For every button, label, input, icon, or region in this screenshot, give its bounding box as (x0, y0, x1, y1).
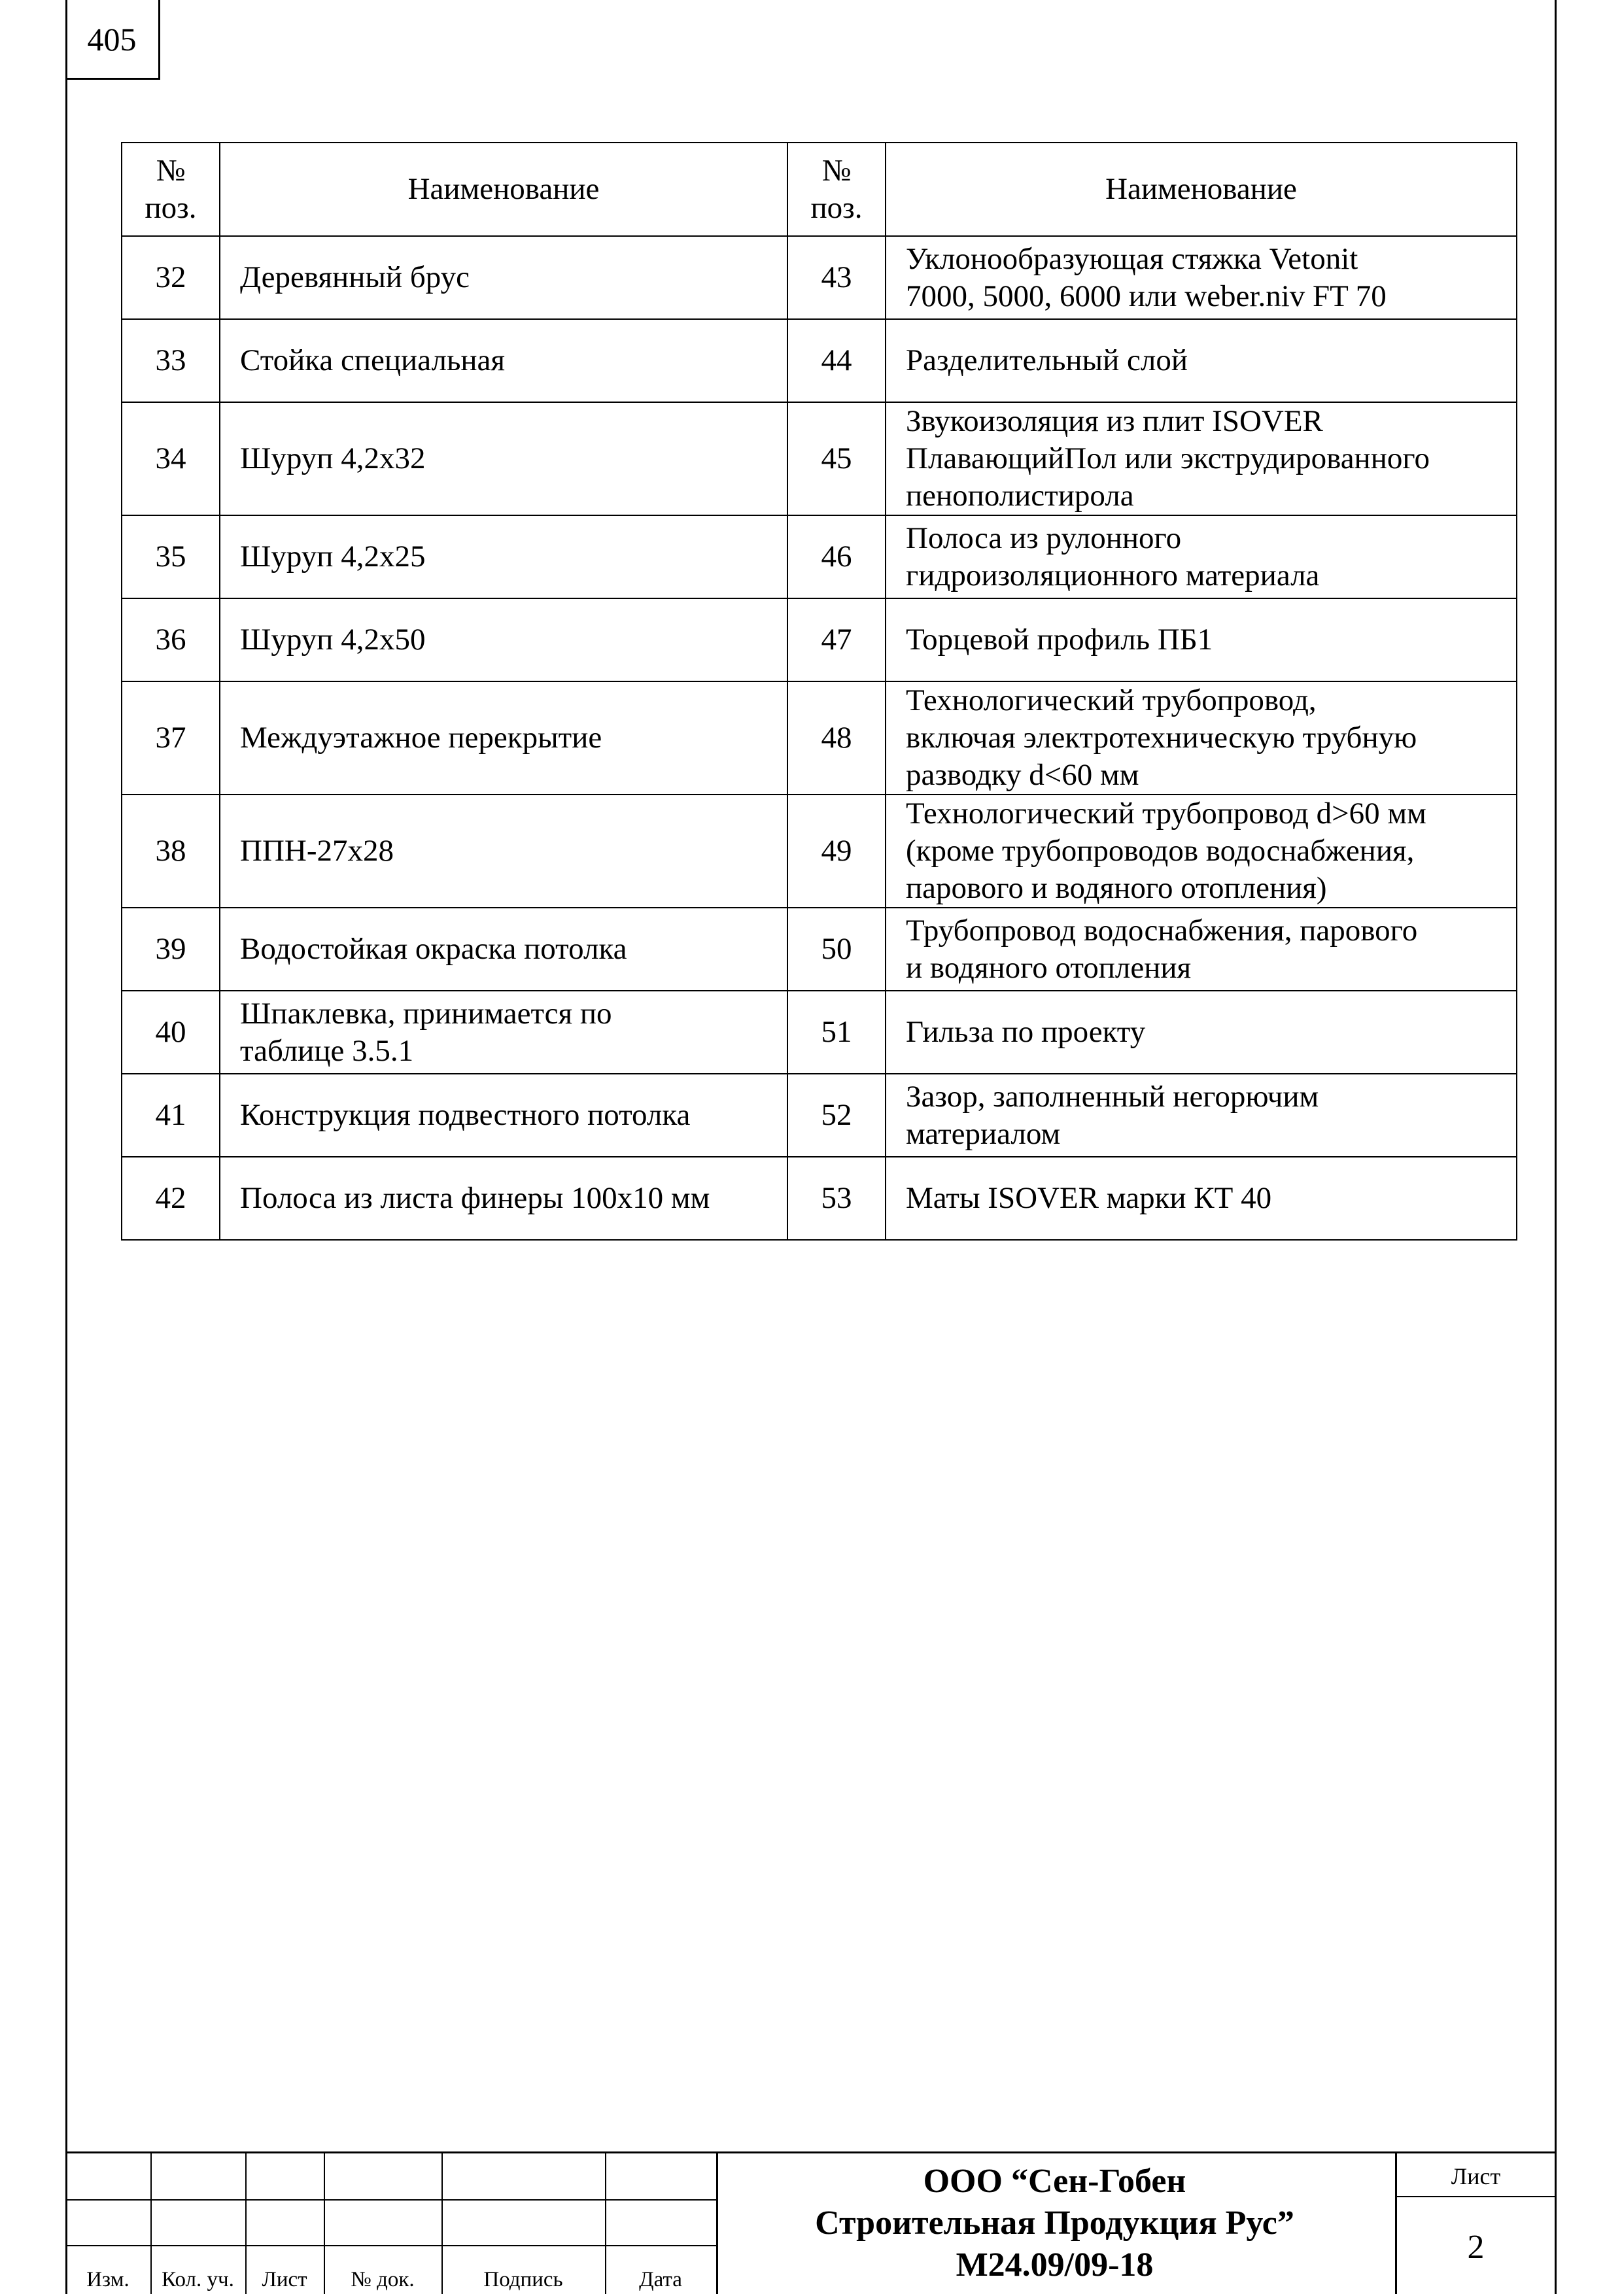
header-pos-right: № поз. (787, 143, 886, 236)
left-position-number: 35 (122, 515, 220, 598)
column-signature: Подпись (483, 2267, 563, 2291)
header-name-right: Наименование (886, 143, 1517, 236)
title-block-row-line (65, 2199, 716, 2201)
right-position-number: 48 (787, 681, 886, 795)
right-position-number: 46 (787, 515, 886, 598)
right-item-name: Трубопровод водоснабжения, парового и водяного отопления (886, 908, 1517, 991)
right-position-number: 53 (787, 1157, 886, 1240)
right-position-number: 50 (787, 908, 886, 991)
company-name-line1: ООО “Сен-Гобен (923, 2163, 1186, 2200)
column-izm: Изм. (86, 2267, 129, 2291)
table-row (122, 795, 1517, 908)
left-position-number: 40 (122, 991, 220, 1074)
right-position-number: 47 (787, 598, 886, 681)
right-position-number: 52 (787, 1074, 886, 1157)
table-row (122, 319, 1517, 402)
right-item-name: Гильза по проекту (886, 991, 1517, 1074)
column-kol-uch: Кол. уч. (162, 2267, 234, 2291)
table-row (122, 1074, 1517, 1157)
left-item-name: Стойка специальная (220, 319, 787, 402)
right-position-number: 51 (787, 991, 886, 1074)
table-header-row (122, 143, 1517, 236)
right-position-number: 49 (787, 795, 886, 908)
left-position-number: 37 (122, 681, 220, 795)
left-item-name: Междуэтажное перекрытие (220, 681, 787, 795)
column-date: Дата (639, 2267, 682, 2291)
right-item-name: Уклонообразующая стяжка Vetonit 7000, 5000, 6000 или weber.niv FT 70 (886, 236, 1517, 319)
document-code: М24.09/09-18 (956, 2246, 1154, 2284)
left-item-name: Водостойкая окраска потолка (220, 908, 787, 991)
left-item-name: Конструкция подвестного потолка (220, 1074, 787, 1157)
right-item-name: Зазор, заполненный негорючим материалом (886, 1074, 1517, 1157)
right-item-name: Полоса из рулонного гидроизоляционного материала (886, 515, 1517, 598)
left-position-number: 34 (122, 402, 220, 515)
header-pos-left: № поз. (122, 143, 220, 236)
left-item-name: Шпаклевка, принимается по таблице 3.5.1 (220, 991, 787, 1074)
left-item-name: ППН-27х28 (220, 795, 787, 908)
table-row (122, 1157, 1517, 1240)
table-row (122, 991, 1517, 1074)
company-title (716, 2155, 1393, 2292)
title-block-row-line (65, 2245, 716, 2246)
left-item-name: Шуруп 4,2х50 (220, 598, 787, 681)
table-row (122, 598, 1517, 681)
left-position-number: 39 (122, 908, 220, 991)
right-item-name: Звукоизоляция из плит ISOVER ПлавающийПол или экструдированного пенополистирола (886, 402, 1517, 515)
page-number: 405 (65, 0, 160, 80)
column-list: Лист (262, 2267, 307, 2291)
left-position-number: 32 (122, 236, 220, 319)
left-position-number: 33 (122, 319, 220, 402)
right-item-name: Технологический трубопровод d>60 мм (кроме трубопроводов водоснабжения, парового и водяного отопления) (886, 795, 1517, 908)
left-item-name: Шуруп 4,2х32 (220, 402, 787, 515)
table-row (122, 236, 1517, 319)
left-item-name: Полоса из листа финеры 100х10 мм (220, 1157, 787, 1240)
table-row (122, 908, 1517, 991)
sheet-number: 2 (1467, 2229, 1485, 2266)
column-doc-number: № док. (351, 2267, 415, 2291)
sheet-label: Лист (1451, 2163, 1501, 2189)
table-row (122, 681, 1517, 795)
right-position-number: 43 (787, 236, 886, 319)
left-position-number: 38 (122, 795, 220, 908)
left-position-number: 42 (122, 1157, 220, 1240)
right-position-number: 45 (787, 402, 886, 515)
left-item-name: Деревянный брус (220, 236, 787, 319)
left-item-name: Шуруп 4,2х25 (220, 515, 787, 598)
right-item-name: Торцевой профиль ПБ1 (886, 598, 1517, 681)
table-row (122, 515, 1517, 598)
left-position-number: 36 (122, 598, 220, 681)
right-item-name: Технологический трубопровод, включая электротехническую трубную разводку d<60 мм (886, 681, 1517, 795)
right-item-name: Маты ISOVER марки КТ 40 (886, 1157, 1517, 1240)
company-name-line2: Строительная Продукция Рус” (815, 2204, 1294, 2242)
specification-table (121, 142, 1517, 1241)
right-position-number: 44 (787, 319, 886, 402)
table-row (122, 402, 1517, 515)
header-name-left: Наименование (220, 143, 787, 236)
left-position-number: 41 (122, 1074, 220, 1157)
right-item-name: Разделительный слой (886, 319, 1517, 402)
